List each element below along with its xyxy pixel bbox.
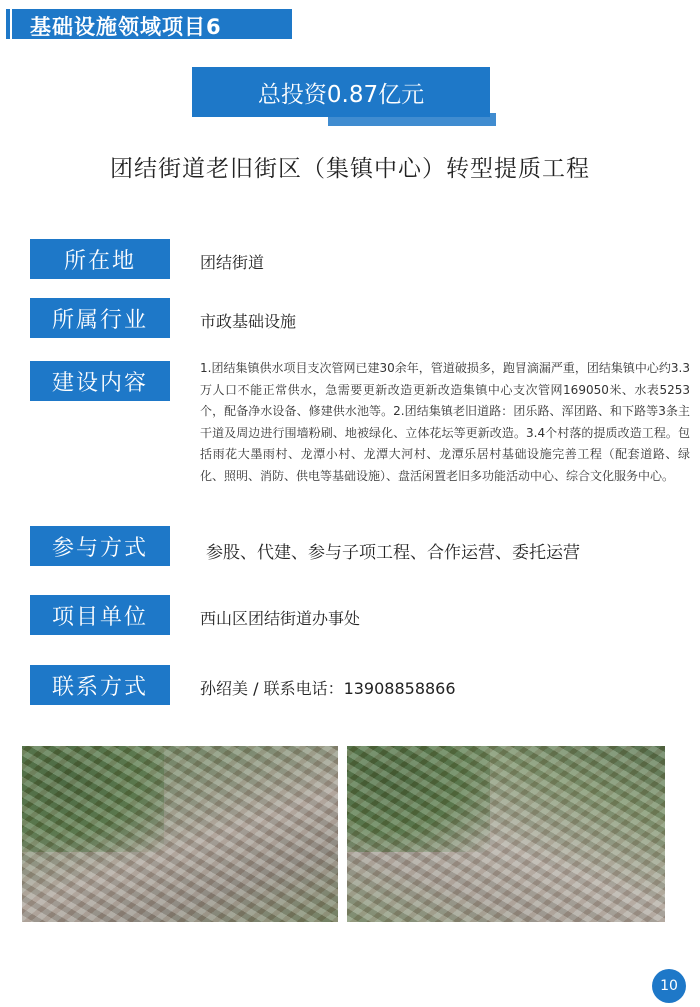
project-title: 团结街道老旧街区（集镇中心）转型提质工程 (110, 156, 590, 182)
aerial-photo-town (347, 746, 665, 922)
investment-box (192, 67, 490, 117)
value-participation: 参股、代建、参与子项工程、合作运营、委托运营 (206, 543, 580, 563)
value-unit: 西山区团结街道办事处 (200, 609, 361, 628)
photo-roofs (347, 746, 665, 922)
photo-roofs (22, 746, 338, 922)
label-contact: 联系方式 (30, 665, 170, 705)
label-unit: 项目单位 (30, 595, 170, 635)
section-header (12, 9, 292, 39)
value-contact: 孙绍美 / 联系电话：13908858866 (200, 679, 456, 698)
label-content: 建设内容 (30, 361, 170, 401)
label-location: 所在地 (30, 239, 170, 279)
investment-text: 总投资0.87亿元 (257, 81, 425, 108)
section-title: 基础设施领域项目6 (30, 15, 222, 39)
header-stripe (6, 9, 10, 39)
value-industry: 市政基础设施 (200, 312, 297, 331)
value-location: 团结街道 (200, 253, 265, 272)
page-number: 10 (652, 969, 686, 1003)
label-industry: 所属行业 (30, 298, 170, 338)
label-participation: 参与方式 (30, 526, 170, 566)
value-content: 1.团结集镇供水项目支次管网已建30余年，管道破损多，跑冒滴漏严重，团结集镇中心约3.3万人口不能正常供水，急需要更新改造更新改造集镇中心支次管网169050米、水表5253个，配备净水设备、修建供水池等。2.团结集镇老旧道路：团乐路、浑团路、和下路等3条主干道及周边进行围墙粉刷、地被绿化、立体花坛等更新改造。3.4个村落的提质改造工程。包括雨花大墨雨村、龙潭小村、龙潭大河村、龙潭乐居村基础设施完善工程（配套道路、绿化、照明、消防、供电等基础设施）、盘活闲置老旧多功能活动中心、综合文化服务中心。 (200, 361, 690, 483)
aerial-photo-village (22, 746, 338, 922)
